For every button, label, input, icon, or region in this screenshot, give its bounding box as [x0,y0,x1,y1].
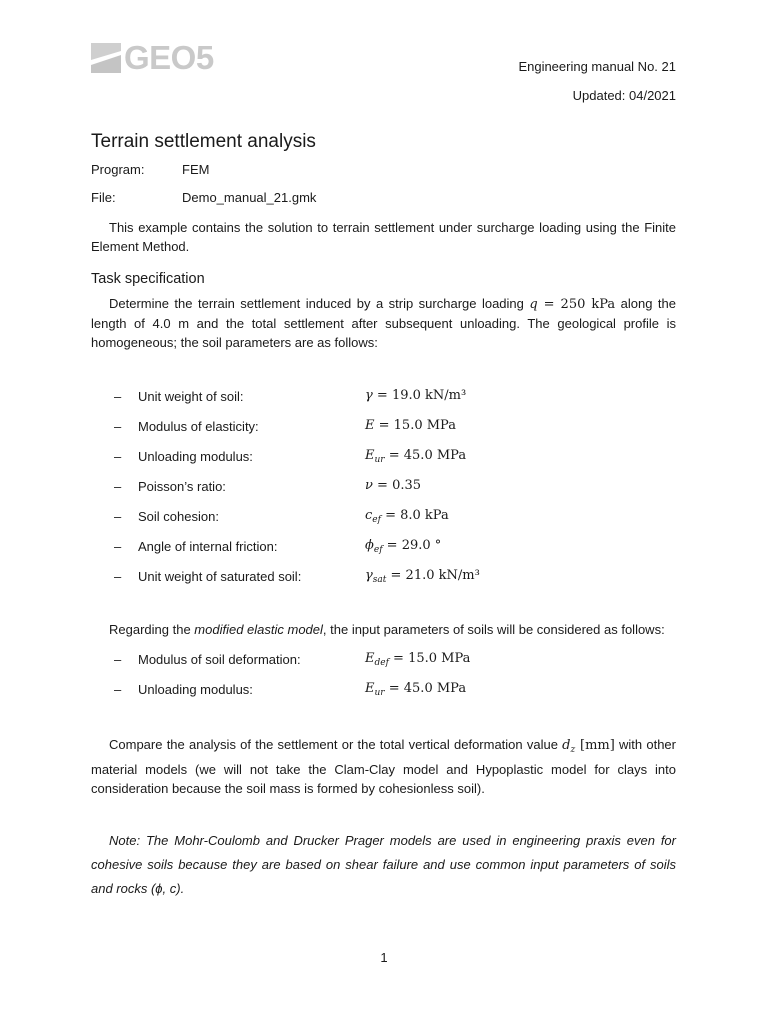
list-bullet: – [114,449,122,464]
parameter-subscript: ef [372,515,381,525]
parameter-symbol: E [365,448,375,463]
parameter-value [365,568,480,585]
page-title: Terrain settlement analysis [91,131,316,152]
parameter-value [365,418,456,433]
list-bullet: – [114,569,122,584]
page-number: 1 [380,950,388,965]
compare-text-before: Compare the analysis of the settlement or the total vertical deformation value [109,737,563,752]
parameter-value [365,388,466,403]
parameter-label: Angle of internal friction: [138,539,278,554]
parameter-label: Unloading modulus: [138,449,253,464]
parameter-subscript: sat [372,575,387,585]
parameter-symbol: E [365,681,375,696]
parameter-amount: = 15.0 MPa [374,418,456,433]
modified-model-name: modified elastic model [194,622,323,637]
program-value: FEM [182,162,210,177]
modified-text-before: Regarding the [109,622,195,637]
parameter-amount: = 45.0 MPa [384,448,467,463]
parameter-label: Modulus of elasticity: [138,419,259,434]
list-bullet: – [114,389,122,404]
task-text-after: along the length of 4.0 m and the total settlement after subsequent unloading. The geological profile is homogeneous; the soil parameters are as follows: [91,296,676,350]
modified-text-after: , the input parameters of soils will be considered as follows: [322,622,665,637]
parameter-amount: = 0.35 [372,478,422,493]
parameter-symbol: E [365,651,375,666]
list-bullet: – [114,682,122,697]
list-bullet: – [114,479,122,494]
parameter-label: Poisson’s ratio: [138,479,226,494]
parameter-amount: = 15.0 MPa [388,651,471,666]
task-math-rest: = 250 kPa [537,297,616,312]
parameter-symbol: ν [365,478,373,493]
parameter-value [365,448,466,465]
compare-text-after: with other material models (we will not take the Clam-Clay model and Hypoplastic model for clays into consideration because the soil mass is formed by cohesionless soil). [91,737,676,796]
parameter-label: Unit weight of saturated soil: [138,569,302,584]
compare-math-unit: [mm] [575,738,615,753]
parameter-value [365,478,421,493]
file-value: Demo_manual_21.gmk [182,190,317,205]
parameter-subscript: ef [373,545,383,555]
parameter-amount: = 45.0 MPa [384,681,467,696]
intro-paragraph: This example contains the solution to terrain settlement under surcharge loading using the Finite Element Method. [91,220,676,254]
note-paragraph: Note: The Mohr-Coulomb and Drucker Prager models are used in engineering praxis even for cohesive soils because they are based on shear failure and use common input parameters of soils and rocks (ϕ, c). [91,833,676,896]
parameter-row [114,419,674,439]
parameter-amount: = 19.0 kN/m³ [372,388,467,403]
task-heading: Task specification [91,271,205,287]
parameter-label: Modulus of soil deformation: [138,652,301,667]
parameter-amount: = 8.0 kPa [380,508,449,523]
parameter-symbol: γ [365,568,373,583]
parameter-subscript: ur [374,688,385,698]
parameter-row [114,652,674,672]
parameter-label: Unit weight of soil: [138,389,244,404]
parameter-row [114,569,674,589]
program-row [91,162,209,177]
parameter-row [114,682,674,702]
compare-math-sub: z [570,745,576,755]
compare-paragraph [91,735,676,798]
list-bullet: – [114,419,122,434]
parameter-symbol: ϕ [365,538,374,553]
parameter-row [114,479,674,499]
list-bullet: – [114,539,122,554]
parameter-row [114,539,674,559]
parameter-row [114,509,674,529]
list-bullet: – [114,652,122,667]
parameter-label: Soil cohesion: [138,509,219,524]
parameter-subscript: ur [374,455,385,465]
task-math-var: q [529,297,538,312]
modified-model-paragraph [91,620,676,639]
updated-date: Updated: 04/2021 [572,88,676,103]
logo-text: GEO5 [124,39,214,76]
program-label: Program: [91,162,145,177]
parameter-row [114,449,674,469]
parameter-row [114,389,674,409]
list-bullet: – [114,509,122,524]
parameter-value [365,508,449,525]
parameter-label: Unloading modulus: [138,682,253,697]
parameter-symbol: c [365,508,373,523]
task-paragraph [91,294,676,352]
geo5-logo [91,39,214,76]
parameter-value [365,681,466,698]
parameter-value [365,651,470,668]
file-row [91,190,316,205]
parameter-subscript: def [374,658,389,668]
parameter-amount: = 21.0 kN/m³ [386,568,480,583]
parameter-symbol: γ [365,388,373,403]
parameter-value [365,538,441,555]
task-text-before: Determine the terrain settlement induced by a strip surcharge loading [109,296,530,311]
parameter-amount: = 29.0 ° [382,538,442,553]
file-label: File: [91,190,116,205]
compare-math-var: d [562,738,571,753]
manual-number: Engineering manual No. 21 [518,59,676,74]
parameter-symbol: E [365,418,375,433]
geo5-logo-icon [91,43,121,73]
